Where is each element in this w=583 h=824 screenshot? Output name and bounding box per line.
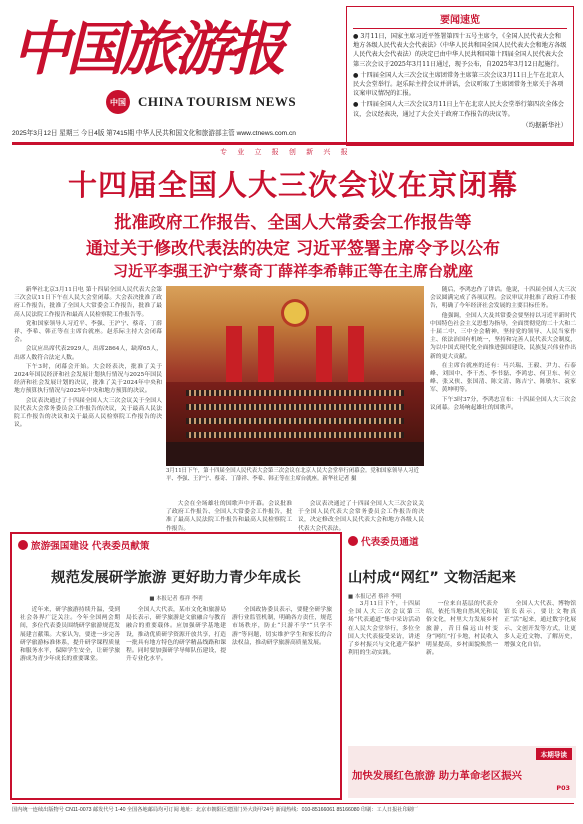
section-tag xyxy=(18,538,149,552)
paragraph: 全国人大代表，某市文化和旅游局局长表示，研学旅游是文旅融合与教育融合的重要载体。应加强研学基地建设，推动优质研学资源开放共享，打造一批具有地方特色的研学精品线路和课程。同时要加强研学导师队伍建设，提升专业化水平。 xyxy=(126,607,226,663)
right-feature-title: 山村成“网红” 文物活起来 xyxy=(348,570,516,586)
red-flag-icon xyxy=(348,326,364,384)
paragraph: 会议表决通过了十四届全国人大三次会议关于全国人民代表大会常务委员会工作报告的决议，决定修改全国人民代表大会和地方各级人民代表大会代表法。 xyxy=(298,501,424,532)
paragraph: 随后，李鸿忠作了讲话。他说，十四届全国人大三次会议圆满完成了各项议程。会议审议并批准了政府工作报告，明确了今年经济社会发展的主要目标任务。 xyxy=(430,287,576,310)
subheadline-3: 习近平李强王沪宁蔡奇丁薛祥李希韩正等在主席台就座 xyxy=(112,262,473,280)
paragraph: 近年来，研学旅游持续升温，受到社会各界广泛关注。今年全国两会期间，多位代表委员围绕研学旅游规范发展建言献策。大家认为，要进一步完善研学旅游标准体系，提升研学课程质量和服务水平，保障学生安全，让研学旅游成为青少年成长的重要课堂。 xyxy=(20,607,120,663)
rostrum-row xyxy=(186,390,404,396)
issue-preview[interactable] xyxy=(348,746,576,798)
paragraph: 3月11日下午，十四届全国人大三次会议第三场“代表通道”集中采访活动在人民大会堂举行，多位全国人大代表接受采访，讲述了乡村振兴与文化遗产保护利用的生动实践。 xyxy=(348,601,420,657)
lead-story-mid-column xyxy=(298,500,424,532)
news-brief-title: 要闻速览 xyxy=(353,11,567,29)
right-feature-column xyxy=(504,600,576,732)
english-name: CHINA TOURISM NEWS xyxy=(138,94,297,109)
masthead xyxy=(12,6,342,128)
photo-caption: 3月11日下午，第十四届全国人民代表大会第三次会议在北京人民大会堂举行闭幕会。党和国家领导人习近平、李强、王沪宁、蔡奇、丁薛祥、李希、韩正等在主席台就座。新华社记者 摄 xyxy=(166,468,419,482)
bullet-icon xyxy=(348,536,358,546)
subheadline-1: 批准政府工作报告、全国人大常委会工作报告等 xyxy=(114,213,472,233)
feature-box xyxy=(10,532,342,800)
paragraph: 大会在全场雄壮的国歌声中开幕。会议批准了政府工作报告、全国人大常委会工作报告，批准了最高人民法院工作报告和最高人民检察院工作报告。 xyxy=(166,501,292,532)
byline: ■ 本报记者 蔡祥 李明 xyxy=(149,596,203,602)
red-flag-icon xyxy=(316,326,332,384)
news-brief-signature: （均据新华社） xyxy=(522,120,567,129)
paragraph: 新华社北京3月11日电 第十四届全国人民代表大会第三次会议11日下午在人民大会堂闭幕。大会表决批准了政府工作报告，批准了全国人大常委会工作报告，批准了最高人民法院工作报告和最高人民检察院工作报告等。 xyxy=(14,287,162,318)
right-feature-column xyxy=(348,600,420,732)
paragraph: 会议表决通过了十四届全国人大三次会议关于全国人民代表大会常务委员会工作报告的决议，关于最高人民法院工作报告的决议和关于最高人民检察院工作报告的决议。 xyxy=(14,397,162,429)
section-tag-label: 代表委员通道 xyxy=(361,537,419,548)
section-tag-right xyxy=(348,534,419,548)
feature-title: 规范发展研学旅游 更好助力青少年成长 xyxy=(51,570,301,586)
news-brief-item: ● 十四届全国人大三次会议主席团常务主席第三次会议3月11日上午在北京人民大会堂举行。赵乐际主持会议并讲话，会议听取了主席团常务主席关于各项议案审议情况的汇报。 xyxy=(353,71,564,98)
seal-icon: 中国 xyxy=(106,90,130,114)
slogan: 专 业 立 报 创 新 兴 报 xyxy=(220,148,352,156)
paragraph: 下午3时，闭幕会开始。大会经表决，批准了关于2024年国民经济和社会发展计划执行情况与2025年国民经济和社会发展计划的决议，批准了关于2024年中央和地方预算执行情况与2025年中央和地方预算的决议。 xyxy=(14,363,162,395)
lead-story-right-column xyxy=(430,286,576,522)
main-headline: 十四届全国人大三次会议在京闭幕 xyxy=(67,168,518,202)
news-brief-item: ● 十四届全国人大三次会议3月11日上午在北京人民大会堂举行第四次全体会议，会议经表决，通过了大会关于政府工作报告的决议等。 xyxy=(353,101,564,118)
rostrum-row xyxy=(186,418,404,424)
paragraph: 下午3时37分，李鸿忠宣布：十四届全国人大三次会议闭幕。会场响起雄壮的国歌声。 xyxy=(430,396,576,411)
masthead-divider xyxy=(12,142,574,145)
paragraph: 党和国家领导人习近平、李强、王沪宁、蔡奇、丁薛祥、李希、韩正等在主席台就座。赵乐际主持大会闭幕会。 xyxy=(14,320,162,344)
paragraph: 全国政协委员表示，要健全研学旅游行业监管机制，明确各方责任，规范市场秩序，防止“只游不学”“只学不游”等问题，切实维护学生和家长的合法权益，推动研学旅游高质量发展。 xyxy=(232,607,332,646)
feature-column xyxy=(20,606,120,794)
preview-title[interactable]: 加快发展红色旅游 助力革命老区振兴 xyxy=(352,770,522,782)
paragraph: 全国人大代表、博物馆馆长表示，要让文物真正“活”起来，通过数字化展示、文创开发等方式，让更多人走近文物、了解历史，增强文化自信。 xyxy=(504,601,576,649)
right-feature-column xyxy=(426,600,498,732)
paragraph: 一位来自基层的代表介绍，依托当地自然风光和民俗文化，村里大力发展乡村旅游，昔日偏远山村变身“网红”打卡地，村民收入明显提高，乡村面貌焕然一新。 xyxy=(426,601,498,657)
subheadline-2: 通过关于修改代表法的决定 习近平签署主席令予以公布 xyxy=(86,239,500,259)
section-tag-label: 旅游强国建设 代表委员献策 xyxy=(31,541,150,552)
newspaper-logo: 中国旅游报 xyxy=(12,15,283,83)
red-flag-icon xyxy=(258,326,274,384)
hall-floor xyxy=(166,442,424,466)
lead-story-left-column xyxy=(14,286,162,522)
paragraph: 会议应出席代表2929人，出席2864人，缺席65人，出席人数符合法定人数。 xyxy=(14,346,162,361)
footer: 国内统一连续出版物号 CN11-0073 邮发代号 1-40 全国各地邮局均可订阅 地址：北京市朝阳区建国门外大街甲24号 新闻热线：010-85166061 85166080 印刷：工人日报社印刷厂 xyxy=(12,807,419,813)
bullet-icon xyxy=(18,540,28,550)
national-emblem-icon xyxy=(284,302,306,324)
byline: ■ 本报记者 蔡祥 李明 xyxy=(348,594,402,600)
news-brief-item: ● 3月11日，国家主席习近平签署第四十五号主席令，《全国人民代表大会和地方各级人民代表大会代表法》（中华人民共和国全国人民代表大会和地方各级人民代表大会代表法）的决定已由中华人民共和国第十四届全国人民代表大会第三次会议于2025年3月11日通过，现予公布，自2025年3月12日起施行。 xyxy=(353,33,567,68)
preview-label: 本期导读 xyxy=(536,748,572,760)
preview-page: P03 xyxy=(556,784,570,792)
paragraph: 在主席台就座的还有：马兴瑞、王毅、尹力、石泰峰、刘国中、李干杰、李书磊、李鸿忠、何卫东、何立峰、张又侠、张国清、陈文清、陈吉宁、陈敏尔、袁家军、黄坤明等。 xyxy=(430,362,576,394)
rostrum-row xyxy=(186,432,404,438)
issue-info: 2025年3月12日 星期三 今日4版 第7415期 中华人民共和国文化和旅游部主管 www.ctnews.com.cn xyxy=(12,130,296,137)
lead-story-mid-column xyxy=(166,500,292,532)
news-brief-box xyxy=(346,6,574,146)
red-flag-icon xyxy=(226,326,242,384)
session-photo xyxy=(166,286,424,466)
footer-divider xyxy=(12,803,574,804)
paragraph: 他强调，全国人大及其常委会要坚持以习近平新时代中国特色社会主义思想为指导，全面贯彻党的二十大和二十届二中、三中全会精神，坚持党的领导、人民当家作主、依法治国有机统一，坚持和完善人民代表大会制度，为以中国式现代化全面推进强国建设、民族复兴伟业作出新的更大贡献。 xyxy=(430,312,576,360)
feature-column xyxy=(232,606,332,794)
feature-column xyxy=(126,606,226,794)
rostrum-row xyxy=(186,404,404,410)
